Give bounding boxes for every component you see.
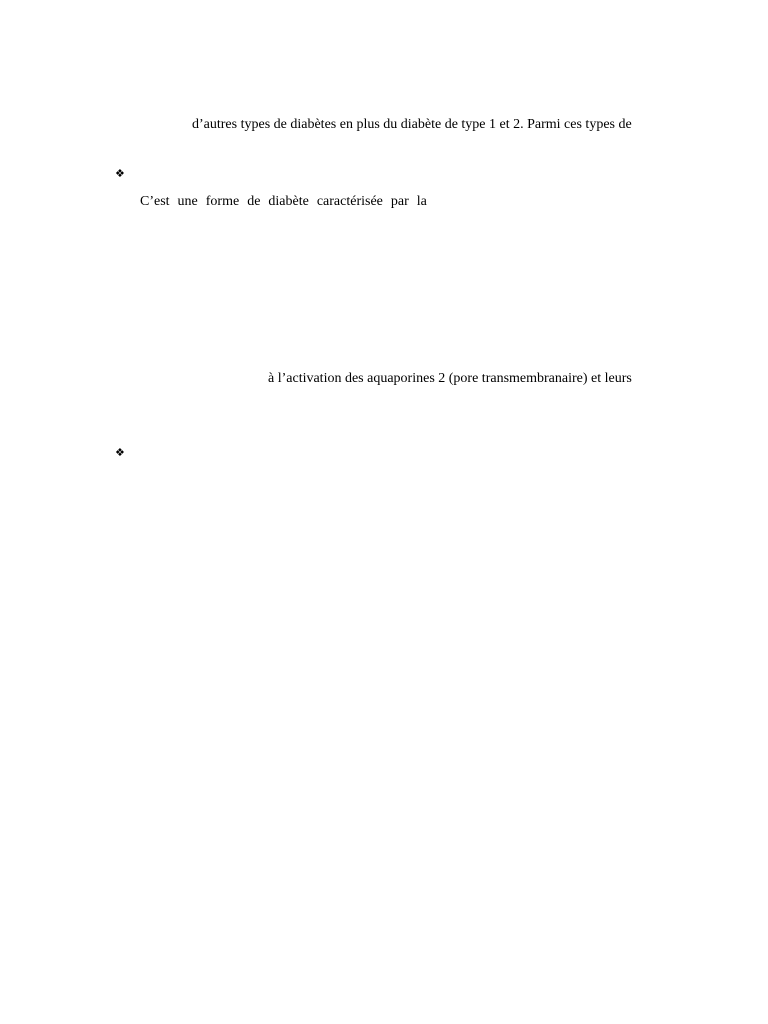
text-line-aquaporines: à l’activation des aquaporines 2 (pore transmembranaire) et leurs xyxy=(268,371,632,386)
bullet-diamond-icon: ❖ xyxy=(115,446,125,459)
bullet-diamond-icon: ❖ xyxy=(115,167,125,180)
text-line-definition: C’est une forme de diabète caractérisée par la xyxy=(140,194,427,209)
text-line-diabetes-types: d’autres types de diabètes en plus du diabète de type 1 et 2. Parmi ces types de xyxy=(192,117,632,132)
